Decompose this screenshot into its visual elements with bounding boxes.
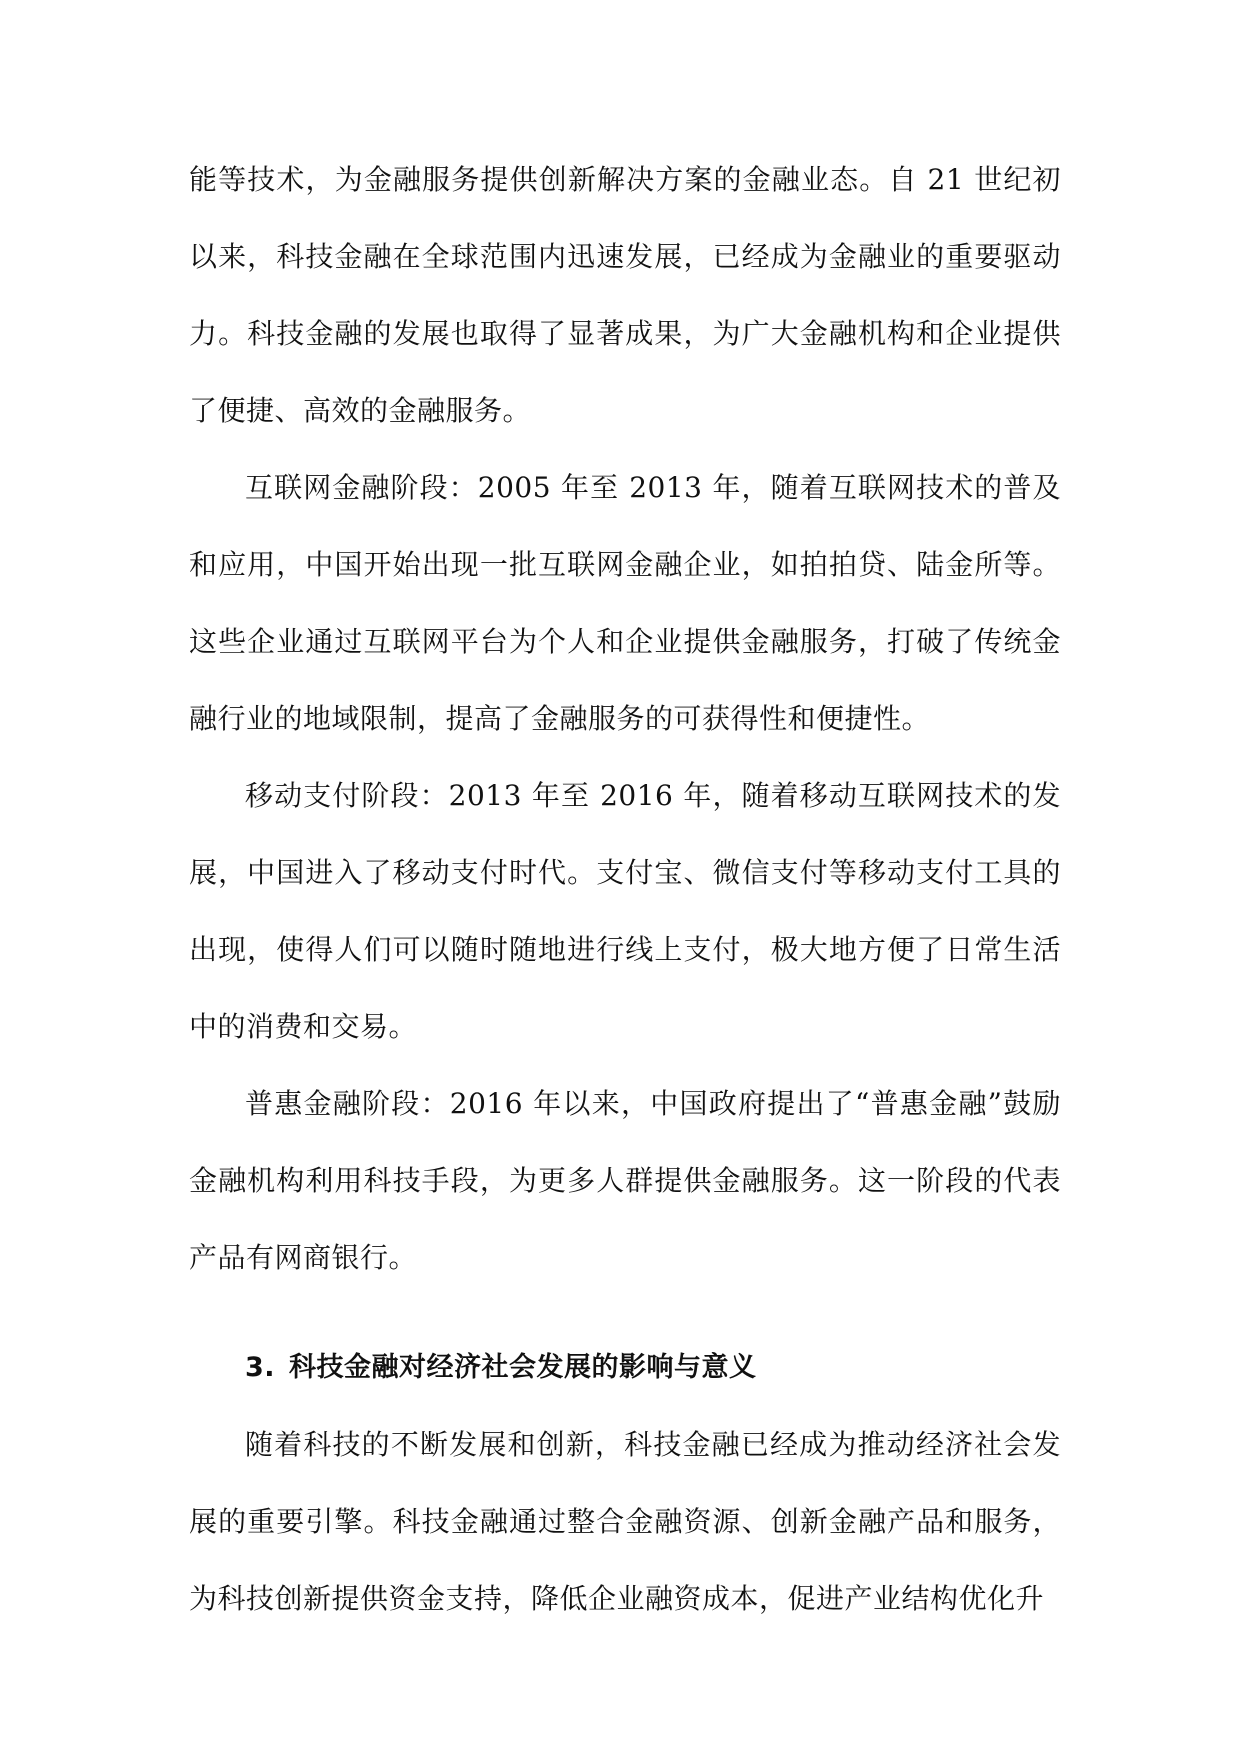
paragraph-mobile-payment: 移动支付阶段：2013 年至 2016 年，随着移动互联网技术的发展，中国进入了移动支付时代。支付宝、微信支付等移动支付工具的出现，使得人们可以随时随地进行线上支付，极大地方便了日常生活中的消费和交易。: [189, 779, 1061, 1043]
section-title: 科技金融对经济社会发展的影响与意义: [289, 1352, 757, 1383]
section-number: 3.: [245, 1352, 276, 1383]
section-heading: [189, 1329, 1061, 1406]
document-body: [189, 141, 1061, 1637]
paragraph-impact: 随着科技的不断发展和创新，科技金融已经成为推动经济社会发展的重要引擎。科技金融通过整合金融资源、创新金融产品和服务，为科技创新提供资金支持，降低企业融资成本，促进产业结构优化升: [189, 1428, 1061, 1615]
paragraph-internet-finance: 互联网金融阶段：2005 年至 2013 年，随着互联网技术的普及和应用，中国开始出现一批互联网金融企业，如拍拍贷、陆金所等。这些企业通过互联网平台为个人和企业提供金融服务，打破了传统金融行业的地域限制，提高了金融服务的可获得性和便捷性。: [189, 471, 1061, 735]
paragraph-continuation: 能等技术，为金融服务提供创新解决方案的金融业态。自 21 世纪初以来，科技金融在全球范围内迅速发展，已经成为金融业的重要驱动力。科技金融的发展也取得了显著成果，为广大金融机构和企业提供了便捷、高效的金融服务。: [189, 163, 1061, 427]
paragraph-inclusive-finance: 普惠金融阶段：2016 年以来，中国政府提出了“普惠金融”鼓励金融机构利用科技手段，为更多人群提供金融服务。这一阶段的代表产品有网商银行。: [189, 1087, 1061, 1274]
